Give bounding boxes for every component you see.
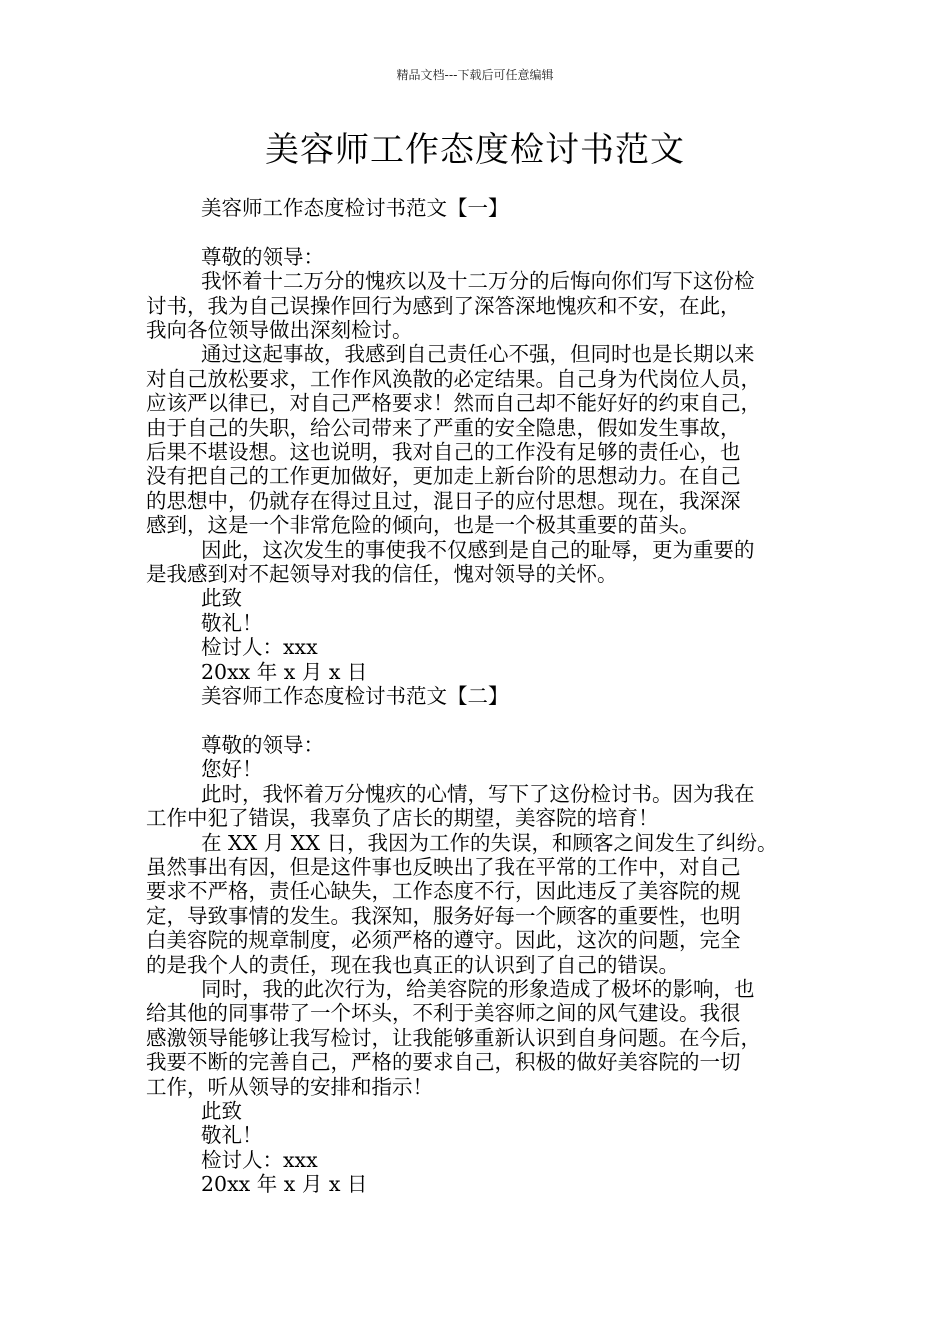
paragraph-line: 对自己放松要求，工作作风涣散的必定结果。自己身为代岗位人员， <box>146 366 761 391</box>
paragraph-line: 工作中犯了错误，我辜负了店长的期望，美容院的培育！ <box>146 806 659 831</box>
section-heading: 美容师工作态度检讨书范文【二】 <box>201 684 509 709</box>
paragraph-line: 后果不堪设想。这也说明，我对自己的工作没有足够的责任心，也 <box>146 440 741 465</box>
paragraph <box>146 342 828 537</box>
paragraph <box>146 977 828 1099</box>
closing-line: 此致 <box>201 586 242 611</box>
paragraph-line: 的是我个人的责任，现在我也真正的认识到了自己的错误。 <box>146 952 679 977</box>
paragraph-line: 我向各位领导做出深刻检讨。 <box>146 318 413 343</box>
paragraph-line: 应该严以律已，对自己严格要求！然而自己却不能好好的约束自己， <box>146 391 761 416</box>
paragraph-line: 通过这起事故，我感到自己责任心不强，但同时也是长期以来 <box>201 342 755 367</box>
paragraph-line: 感到，这是一个非常危险的倾向，也是一个极其重要的苗头。 <box>146 513 700 538</box>
paragraph-line: 讨书，我为自己误操作回行为感到了深答深地愧疚和不安，在此， <box>146 293 741 318</box>
document-body <box>146 196 828 1197</box>
section-heading: 美容师工作态度检讨书范文【一】 <box>201 196 509 220</box>
paragraph-line: 同时，我的此次行为，给美容院的形象造成了极坏的影响，也 <box>201 976 755 1001</box>
paragraph-line: 给其他的同事带了一个坏头，不利于美容师之间的风气建设。我很 <box>146 1001 741 1026</box>
blank-line <box>146 220 828 244</box>
paragraph <box>146 269 828 342</box>
signature: 检讨人：xxx <box>201 1147 318 1172</box>
page-header-note: 精品文档---下载后可任意编辑 <box>396 68 554 82</box>
paragraph-line: 工作，听从领导的安排和指示！ <box>146 1074 433 1099</box>
paragraph-line: 因此，这次发生的事使我不仅感到是自己的耻辱，更为重要的 <box>201 537 755 562</box>
date: 20xx 年 x 月 x 日 <box>201 1172 368 1197</box>
closing-line: 敬礼！ <box>201 1123 263 1148</box>
greeting: 尊敬的领导： <box>201 732 324 757</box>
paragraph-line: 此时，我怀着万分愧疚的心情，写下了这份检讨书。因为我在 <box>201 781 755 806</box>
paragraph-line: 在 XX 月 XX 日，我因为工作的失误，和顾客之间发生了纠纷。 <box>201 830 778 855</box>
paragraph <box>146 831 828 977</box>
greeting: 尊敬的领导： <box>201 244 324 269</box>
paragraph <box>146 538 828 587</box>
paragraph-line: 我怀着十二万分的愧疚以及十二万分的后悔向你们写下这份检 <box>201 269 755 294</box>
paragraph-line: 的思想中，仍就存在得过且过，混日子的应付思想。现在，我深深 <box>146 488 741 513</box>
paragraph-line: 是我感到对不起领导对我的信任，愧对领导的关怀。 <box>146 562 618 587</box>
greeting-hello: 您好！ <box>201 757 263 782</box>
paragraph-line: 要求不严格，责任心缺失，工作态度不行，因此违反了美容院的规 <box>146 879 741 904</box>
signature: 检讨人：xxx <box>201 635 318 660</box>
closing-line: 敬礼！ <box>201 610 263 635</box>
paragraph <box>146 782 828 831</box>
paragraph-line: 感激领导能够让我写检讨，让我能够重新认识到自身问题。在今后， <box>146 1025 761 1050</box>
date: 20xx 年 x 月 x 日 <box>201 659 368 684</box>
paragraph-line: 虽然事出有因，但是这件事也反映出了我在平常的工作中，对自己 <box>146 854 741 879</box>
paragraph-line: 由于自己的失职，给公司带来了严重的安全隐患，假如发生事故， <box>146 415 741 440</box>
document-title: 美容师工作态度检讨书范文 <box>265 130 685 170</box>
blank-line <box>146 709 828 733</box>
paragraph-line: 白美容院的规章制度，必须严格的遵守。因此，这次的问题，完全 <box>146 928 741 953</box>
paragraph-line: 定，导致事情的发生。我深知，服务好每一个顾客的重要性，也明 <box>146 903 741 928</box>
closing-line: 此致 <box>201 1099 242 1123</box>
paragraph-line: 没有把自己的工作更加做好，更加走上新台阶的思想动力。在自己 <box>146 464 741 489</box>
paragraph-line: 我要不断的完善自己，严格的要求自己，积极的做好美容院的一切 <box>146 1050 741 1075</box>
